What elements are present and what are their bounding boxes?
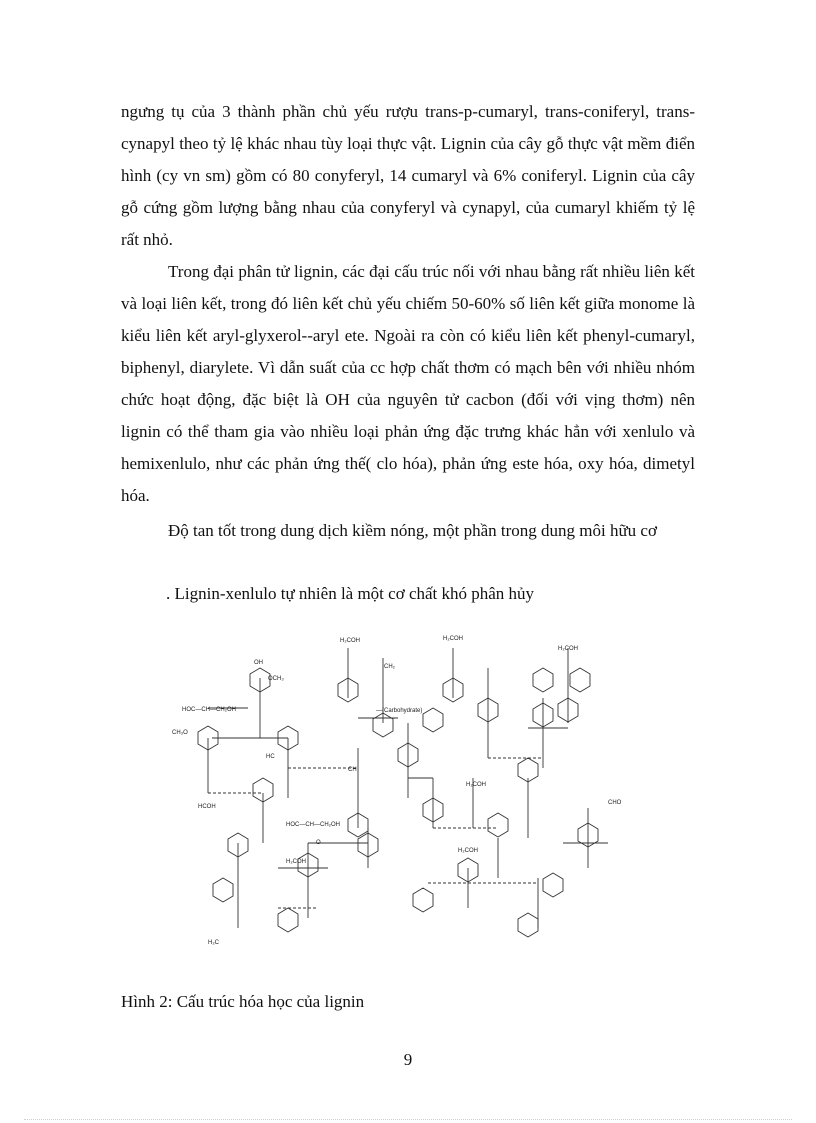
label-och3: OCH₃ — [268, 676, 284, 682]
label-h2coh-3: H₂COH — [558, 646, 578, 652]
lignin-structure-figure — [168, 628, 638, 950]
paragraph-3-text: Độ tan tốt trong dung dịch kiềm nóng, một phần trong dung môi hữu cơ — [168, 521, 657, 540]
paragraph-2 — [121, 256, 695, 512]
label-hoc-chain: HOC—CH—CH₂OH — [182, 707, 236, 713]
label-h2coh-2: H₂COH — [443, 636, 463, 642]
paragraph-2-text: Trong đại phân tử lignin, các đại cấu trúc nối với nhau bằng rất nhiều liên kết và loại liên kết, trong đó liên kết chủ yếu chiếm 50-60% số liên kết giữa monome là kiểu liên kết aryl-glyxerol--aryl ete. Ngoài ra còn có kiểu liên kết phenyl-cumaryl, biphenyl, diarylete. Vì dẫn suất của cc hợp chất thơm có mạch bên với nhiều nhóm chức hoạt động, đặc biệt là OH của nguyên tử cacbon (đối với vịng thơm) nên lignin có thể tham gia vào nhiều loại phản ứng đặc trưng khác hẳn với xenlulo và hemixenlulo, như các phản ứng thế( clo hóa), phản ứng este hóa, oxy hóa, dimetyl hóa. — [121, 262, 695, 505]
lignin-structure-diagram — [168, 628, 638, 950]
page-bottom-divider — [24, 1119, 792, 1120]
paragraph-4 — [166, 578, 706, 610]
label-h2c: H₂C — [208, 940, 219, 946]
label-hc: HC — [266, 754, 275, 760]
label-o: O — [316, 840, 321, 846]
label-h2coh-4: H₂COH — [466, 782, 486, 788]
label-ch: CH — [348, 767, 357, 773]
paragraph-1-text: ngưng tụ của 3 thành phần chủ yếu rượu trans-p-cumaryl, trans-coniferyl, trans-cynapyl theo tỷ lệ khác nhau tùy loại thực vật. Lignin của cây gỗ thực vật mềm điển hình (cy vn sm) gồm có 80 conyferyl, 14 cumaryl và 6% coniferyl. Lignin của cây gỗ cứng gồm lượng bằng nhau của conyferyl và cynapyl, của cumaryl khiếm tỷ lệ rất nhỏ. — [121, 102, 695, 249]
figure-caption: Hình 2: Cấu trúc hóa học của lignin — [121, 992, 365, 1011]
label-hoc-chain-2: HOC—CH—CH₂OH — [286, 822, 340, 828]
paragraph-1 — [121, 96, 695, 256]
paragraph-3 — [168, 515, 708, 547]
label-cho: CHO — [608, 800, 622, 806]
page-number: 9 — [403, 1050, 413, 1069]
label-h2coh-6: H₂COH — [458, 848, 478, 854]
label-ch2: CH₂ — [384, 664, 395, 670]
label-h2coh-1: H₂COH — [340, 638, 360, 644]
paragraph-4-text: . Lignin-xenlulo tự nhiên là một cơ chất khó phân hủy — [166, 584, 535, 603]
label-hcoh: HCOH — [198, 804, 216, 810]
label-oh: OH — [254, 660, 263, 666]
label-ch3o: CH₃O — [172, 730, 188, 736]
label-carbohydrate: —(Carbohydrate) — [376, 708, 423, 714]
label-h2coh-5: H₂COH — [286, 859, 306, 865]
